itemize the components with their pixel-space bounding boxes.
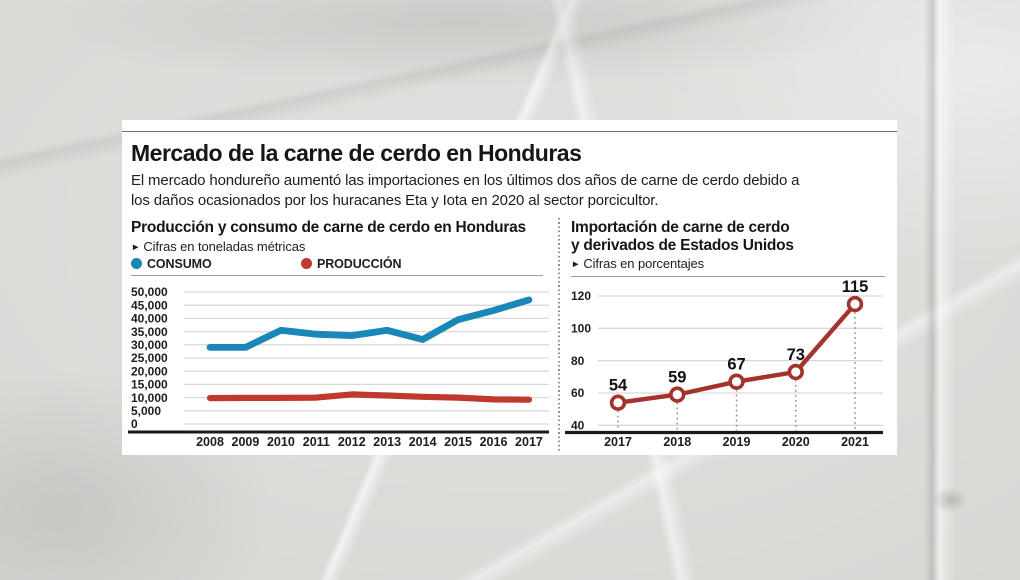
intro-text bbox=[131, 171, 799, 210]
svg-text:10,000: 10,000 bbox=[131, 390, 168, 405]
right-chart-units bbox=[571, 256, 704, 271]
legend-item-consumo bbox=[131, 257, 212, 271]
svg-text:20,000: 20,000 bbox=[131, 364, 168, 379]
right-chart-title bbox=[571, 219, 794, 254]
svg-text:2010: 2010 bbox=[266, 435, 295, 449]
legend-item-produccion bbox=[301, 257, 401, 271]
svg-text:59: 59 bbox=[668, 368, 687, 387]
right-chart-canvas bbox=[565, 278, 883, 455]
svg-text:80: 80 bbox=[571, 353, 585, 368]
svg-text:2012: 2012 bbox=[337, 435, 366, 449]
svg-text:45,000: 45,000 bbox=[131, 298, 168, 313]
legend-produccion-label: PRODUCCIÓN bbox=[317, 257, 402, 271]
svg-text:60: 60 bbox=[571, 386, 585, 401]
right-chart-title-line-2: y derivados de Estados Unidos bbox=[571, 236, 794, 254]
svg-text:15,000: 15,000 bbox=[131, 377, 168, 392]
svg-text:2016: 2016 bbox=[479, 435, 508, 449]
legend-consumo-label: CONSUMO bbox=[147, 257, 212, 271]
svg-text:30,000: 30,000 bbox=[131, 338, 168, 352]
svg-text:2009: 2009 bbox=[231, 435, 260, 449]
svg-text:25,000: 25,000 bbox=[131, 351, 168, 366]
page-title: Mercado de la carne de cerdo en Honduras bbox=[131, 140, 582, 166]
svg-text:115: 115 bbox=[841, 278, 869, 297]
svg-text:2011: 2011 bbox=[302, 435, 330, 449]
left-chart-title: Producción y consumo de carne de cerdo en Honduras bbox=[131, 219, 526, 236]
svg-text:2018: 2018 bbox=[663, 435, 692, 449]
bullet-arrow-icon: ► bbox=[571, 258, 581, 270]
right-chart-title-line-1: Importación de carne de cerdo bbox=[571, 219, 790, 236]
svg-text:67: 67 bbox=[727, 355, 746, 374]
svg-text:35,000: 35,000 bbox=[131, 324, 168, 339]
header-top-rule bbox=[122, 131, 897, 132]
svg-text:40: 40 bbox=[571, 418, 585, 433]
intro-line-2: los daños ocasionados por los huracanes Eta y Iota en 2020 al sector porcicultor. bbox=[131, 191, 659, 209]
produccion-dot-icon bbox=[301, 258, 312, 269]
consumo-dot-icon bbox=[131, 258, 142, 269]
svg-text:73: 73 bbox=[786, 345, 805, 364]
svg-text:2017: 2017 bbox=[604, 435, 632, 449]
bullet-arrow-icon: ► bbox=[131, 241, 141, 253]
svg-text:50,000: 50,000 bbox=[131, 285, 168, 300]
svg-text:54: 54 bbox=[608, 376, 628, 395]
svg-text:2013: 2013 bbox=[373, 435, 402, 449]
left-chart-units bbox=[131, 239, 305, 254]
svg-text:2020: 2020 bbox=[781, 435, 810, 449]
intro-line-1: El mercado hondureño aumentó las importaciones en los últimos dos años de carne de cerdo debido a bbox=[131, 172, 800, 189]
svg-text:40,000: 40,000 bbox=[131, 311, 168, 326]
left-chart-canvas bbox=[128, 285, 549, 455]
infographic-card bbox=[122, 120, 897, 455]
right-chart-rule bbox=[571, 276, 885, 277]
svg-text:100: 100 bbox=[571, 321, 592, 336]
left-chart-legend bbox=[131, 257, 543, 273]
svg-text:2019: 2019 bbox=[722, 435, 751, 449]
right-chart-units-label: Cifras en porcentajes bbox=[583, 256, 705, 271]
svg-text:5,000: 5,000 bbox=[131, 404, 162, 418]
svg-text:0: 0 bbox=[131, 417, 138, 432]
svg-text:2015: 2015 bbox=[444, 435, 472, 449]
left-chart-units-label: Cifras en toneladas métricas bbox=[143, 239, 306, 254]
svg-text:2014: 2014 bbox=[408, 435, 437, 449]
svg-text:2008: 2008 bbox=[196, 435, 224, 449]
section-divider-dotted bbox=[558, 218, 560, 453]
svg-text:2021: 2021 bbox=[841, 435, 869, 449]
left-chart-rule bbox=[131, 275, 543, 276]
svg-text:120: 120 bbox=[571, 289, 592, 304]
svg-text:2017: 2017 bbox=[515, 435, 543, 449]
